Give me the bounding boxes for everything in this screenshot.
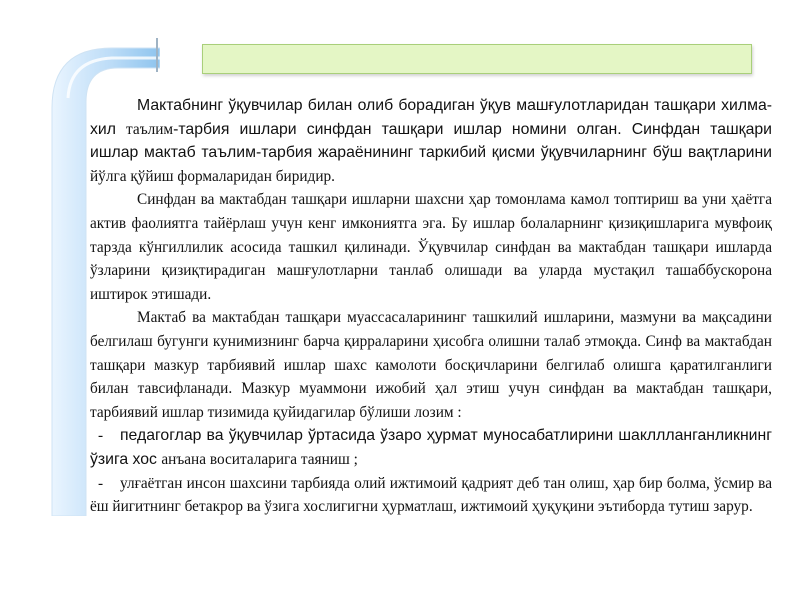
title-box bbox=[202, 44, 752, 74]
bullet-dash: - bbox=[98, 427, 104, 445]
paragraph bbox=[90, 188, 772, 306]
bullet-item bbox=[90, 472, 772, 519]
text-run: Мактабнинг ўқувчилар билан олиб борадиган ўқув машғулотларидан ташқари хилма-хил bbox=[90, 97, 772, 138]
bullet-dash: - bbox=[98, 474, 104, 492]
text-run: Синфдан ва мактабдан ташқари ишларни шахсни ҳар томонлама камол топтириш ва уни ҳаётга актив фаолиятга тайёрлаш учун кенг имкониятга эга. Бу ишлар болаларнинг қизиқишларига мувфоиқ тарзда кўнгиллилик асосида ташкил қилинади. Ўқувчилар синфдан ва мактабдан ташқари ишларда ўзларини қизиқтирадиган машғулотларни танлаб олишади ва уларда мустақил ташаббускорона иштирок этишади. bbox=[90, 191, 772, 303]
text-run: улғаётган инсон шахсини тарбияда олий ижтимоий қадрият деб тан олиш, ҳар бир болма, ўсмир ва ёш йигитнинг бетакрор ва ўзига хослигигни ҳурматлаш, ижтимоий ҳуқуқини эътиборда тутиш зарур. bbox=[90, 474, 772, 516]
bullet-item bbox=[90, 424, 772, 471]
text-run: йўлга қўйиш формаларидан биридир. bbox=[90, 167, 335, 185]
text-run: анъана воситаларига таяниш ; bbox=[161, 450, 358, 468]
text-run: таълим bbox=[126, 120, 174, 138]
text-run: педагоглар ва ўқувчилар ўртасида ўзаро ҳурмат муносабатлирини шакллланганликнинг ўзига хос bbox=[90, 427, 772, 468]
text-run: Мактаб ва мактабдан ташқари муассасаларининг ташкилий ишларини, мазмуни ва мақсадини белгилаш бугунги кунимизнинг барча қирраларини ҳисобга олишни талаб этмоқда. Синф ва мактабдан ташқари мазкур тарбиявий ишлар шахс камолоти босқичларини белгилаб олишга қаратилганлиги билан тавсифланади. Мазкур муаммони ижобий ҳал этиш учун синфдан ва мактабдан ташқари, тарбиявий ишлар тизимида қуйидагилар бўлиши лозим : bbox=[90, 309, 772, 421]
paragraph bbox=[90, 94, 772, 188]
paragraph bbox=[90, 306, 772, 424]
text-run: -тарбия ишлари синфдан ташқари ишлар номини олган. Синфдан ташқари ишлар мактаб таълим-тарбия жараёнининг таркибий қисми ўқувчиларнинг бўш вақтларини bbox=[90, 120, 772, 162]
document-body bbox=[90, 94, 772, 519]
